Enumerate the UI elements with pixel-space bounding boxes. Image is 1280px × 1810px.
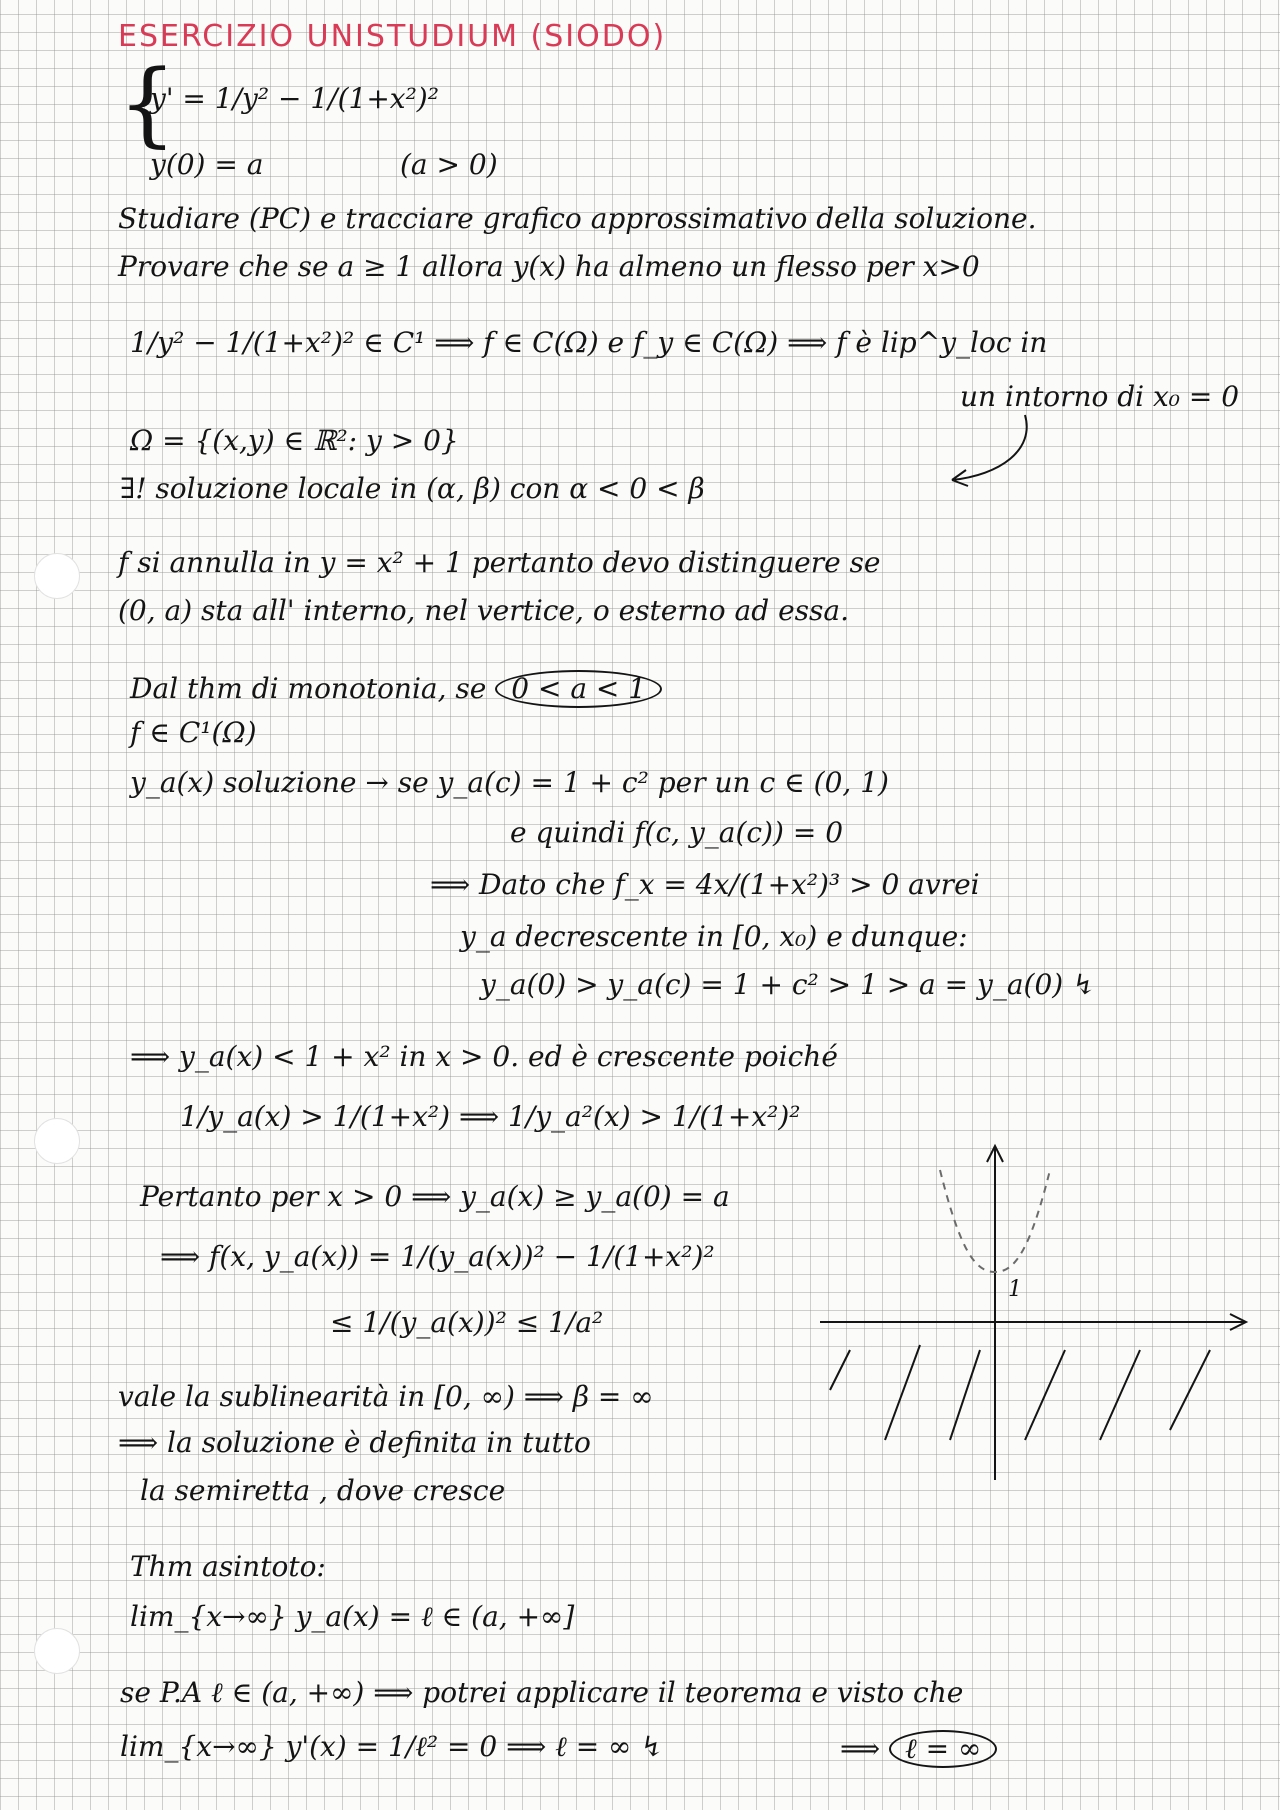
existence-statement: ∃! soluzione locale in (α, β) con α < 0 < β: [120, 472, 705, 505]
parabola-vertex-label: 1: [1008, 1277, 1022, 1302]
binder-hole: [34, 1118, 80, 1164]
binder-hole: [34, 553, 80, 599]
system-brace: {: [118, 50, 177, 157]
cases-line: (0, a) sta all' interno, nel vertice, o esterno ad essa.: [118, 594, 849, 627]
conclusion-line: ≤ 1/(y_a(x))² ≤ 1/a²: [330, 1306, 604, 1339]
conclusion-line: la semiretta , dove cresce: [140, 1474, 506, 1507]
monotonia-line: y_a decrescente in [0, x₀) e dunque:: [460, 920, 968, 953]
ode-equation: y' = 1/y² − 1/(1+x²)²: [150, 82, 439, 115]
circled-result: ℓ = ∞: [889, 1730, 997, 1768]
page-title: ESERCIZIO UNISTUDIUM (SIODO): [118, 19, 667, 54]
initial-condition: y(0) = a: [150, 148, 264, 181]
asintoto-result: [840, 1730, 997, 1768]
intro-line: Studiare (PC) e tracciare grafico approssimativo della soluzione.: [118, 202, 1037, 235]
asintoto-result-arrow: ⟹: [840, 1732, 881, 1765]
regularity-line: 1/y² − 1/(1+x²)² ∈ C¹ ⟹ f ∈ C(Ω) e f_y ∈ C(Ω) ⟹ f è lip^y_loc in: [130, 326, 1048, 359]
asintoto-line: lim_{x→∞} y_a(x) = ℓ ∈ (a, +∞]: [130, 1600, 575, 1633]
monotonia-intro: Dal thm di monotonia, se: [130, 672, 487, 705]
conclusion-line: vale la sublinearità in [0, ∞) ⟹ β = ∞: [118, 1380, 654, 1413]
asintoto-line: Thm asintoto:: [130, 1550, 326, 1583]
monotonia-line: f ∈ C¹(Ω): [130, 716, 257, 749]
monotonia-line: e quindi f(c, y_a(c)) = 0: [510, 816, 844, 849]
conclusion-line: ⟹ la soluzione è definita in tutto: [118, 1426, 591, 1459]
asintoto-line: se P.A ℓ ∈ (a, +∞) ⟹ potrei applicare il teorema e visto che: [120, 1676, 964, 1709]
initial-condition-constraint: (a > 0): [400, 148, 498, 181]
monotonia-line: y_a(0) > y_a(c) = 1 + c² > 1 > a = y_a(0) ↯: [480, 968, 1096, 1001]
asintoto-line: lim_{x→∞} y'(x) = 1/ℓ² = 0 ⟹ ℓ = ∞ ↯: [120, 1730, 664, 1763]
hatched-region: [830, 1345, 1210, 1440]
conclusion-line: Pertanto per x > 0 ⟹ y_a(x) ≥ y_a(0) = a: [140, 1180, 730, 1213]
monotonia-line: y_a(x) soluzione → se y_a(c) = 1 + c² per un c ∈ (0, 1): [130, 766, 889, 799]
intro-line: Provare che se a ≥ 1 allora y(x) ha almeno un flesso per x>0: [118, 250, 980, 283]
conclusion-line: 1/y_a(x) > 1/(1+x²) ⟹ 1/y_a²(x) > 1/(1+x²)²: [180, 1100, 801, 1133]
circled-condition: 0 < a < 1: [495, 670, 662, 708]
conclusion-line: ⟹ f(x, y_a(x)) = 1/(y_a(x))² − 1/(1+x²)²: [160, 1240, 715, 1273]
omega-definition: Ω = {(x,y) ∈ ℝ²: y > 0}: [130, 424, 459, 457]
arrow-annotation: [940, 410, 1060, 490]
cases-line: f si annulla in y = x² + 1 pertanto devo distinguere se: [118, 546, 881, 579]
regularity-note: un intorno di x₀ = 0: [960, 380, 1240, 413]
monotonia-line: ⟹ Dato che f_x = 4x/(1+x²)³ > 0 avrei: [430, 868, 980, 901]
conclusion-line: ⟹ y_a(x) < 1 + x² in x > 0. ed è crescente poiché: [130, 1040, 838, 1073]
binder-hole: [34, 1628, 80, 1674]
sketch-graph: [810, 1140, 1250, 1480]
monotonia-line: [130, 670, 662, 708]
